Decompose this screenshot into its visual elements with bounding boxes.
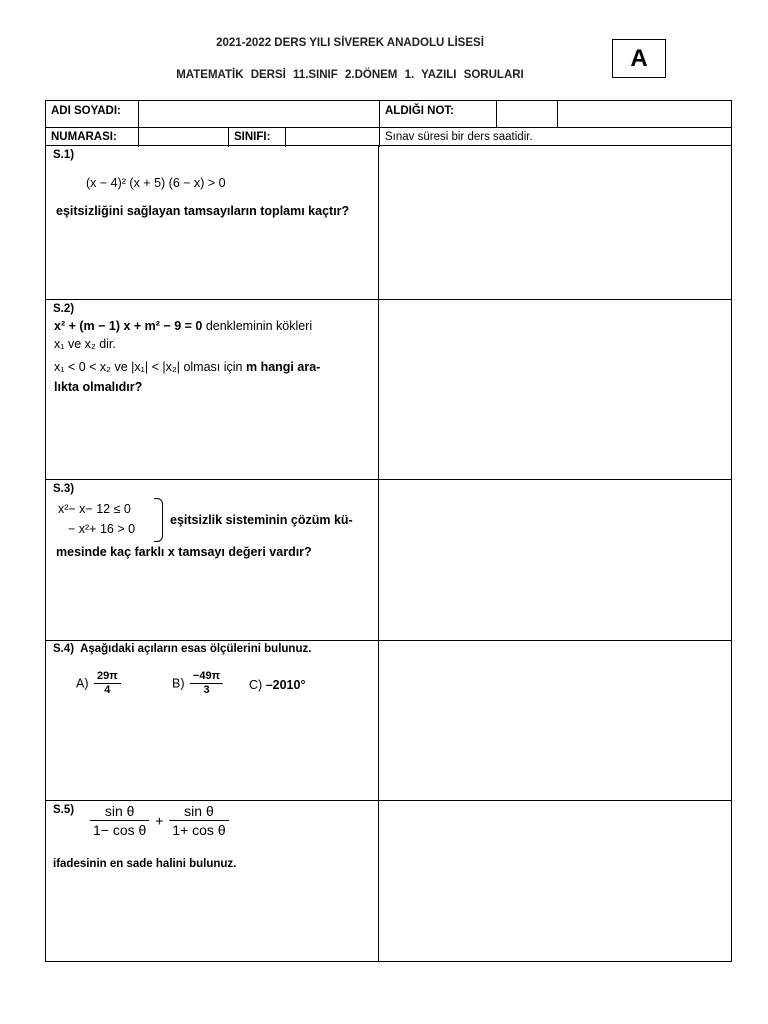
student-info-table [45,100,732,146]
q1-expression: (x − 4)² (x + 5) (6 − x) > 0 [86,176,226,190]
q2-line4: lıkta olmalıdır? [54,380,143,394]
grade-label: ALDIĞI NOT: [385,105,454,117]
school-title: 2021-2022 DERS YILI SİVEREK ANADOLU LİSESİ [216,37,484,49]
q5-expression [88,802,231,839]
q5-text: ifadesinin en sade halini bulunuz. [53,858,237,870]
col-divider [557,101,558,127]
q2-number: S.2) [53,303,75,315]
q4-b-label: B) [172,676,185,691]
q4-b-fraction: $\frac{-49\pi}{3}$ [190,670,223,697]
exam-variant-box: A [612,39,666,78]
question-divider [46,299,732,300]
q2-line3-text: olması için [183,360,243,374]
q4-number: S.4) Aşağıdaki açıların esas ölçülerini bulunuz. [53,643,312,655]
q3-inequality-1: x²− x− 12 ≤ 0 [58,502,131,516]
q3-inequality-2: − x²+ 16 > 0 [68,522,136,536]
q3-text-2: mesinde kaç farklı x tamsayı değeri vardır? [56,545,312,559]
q4-a-label: A) [76,676,89,691]
q5-plus: + [155,812,164,829]
col-divider [228,127,229,147]
row-divider [46,127,732,128]
q4-text: Aşağıdaki açıların esas ölçülerini bulunuz. [80,643,312,655]
col-divider [496,101,497,127]
question-divider [46,479,732,480]
q4-option-a [76,670,123,697]
q2-line1-text: denkleminin kökleri [205,319,313,333]
q3-text-1: eşitsizlik sisteminin çözüm kü- [170,513,353,527]
number-label: NUMARASI: [51,131,117,143]
q1-text: eşitsizliğini sağlayan tamsayıların toplamı kaçtır? [56,204,350,218]
q4-c-value: –2010° [265,678,306,692]
q5-number: S.5) [53,804,75,816]
question-divider [46,800,732,801]
q4-option-c [249,677,305,693]
question-grid [45,146,732,962]
col-divider [285,127,286,147]
name-label: ADI SOYADI: [51,105,121,117]
exam-title: MATEMATİK DERSİ 11.SINIF 2.DÖNEM 1. YAZILI SORULARI [176,69,524,81]
answer-column-divider [378,146,379,962]
q2-line3 [54,359,320,375]
q3-number: S.3) [53,483,75,495]
class-label: SINIFI: [234,131,271,143]
q5-fraction-1: $\frac{\text{sin θ}}{\text{1− cos θ}}$ [90,802,149,839]
q4-a-fraction: $\frac{29\pi}{4}$ [94,670,121,697]
col-divider [379,101,380,147]
q4-c-label: C) [249,678,263,692]
question-divider [46,640,732,641]
q2-line1 [54,318,312,334]
q2-line3-bold: m hangi ara- [245,360,321,374]
col-divider [138,101,139,147]
q2-condition: x₁ < 0 < x₂ ve |x₁| < |x₂| [54,360,180,374]
q5-fraction-2: $\frac{\text{sin θ}}{\text{1+ cos θ}}$ [169,802,228,839]
q2-line2: x₁ ve x₂ dir. [54,337,116,351]
q1-number: S.1) [53,149,75,161]
duration-note: Sınav süresi bir ders saatidir. [385,131,533,143]
q3-system-brace [154,498,163,542]
q4-option-b [172,670,225,697]
q2-equation: x² + (m − 1) x + m² − 9 = 0 [54,319,203,333]
